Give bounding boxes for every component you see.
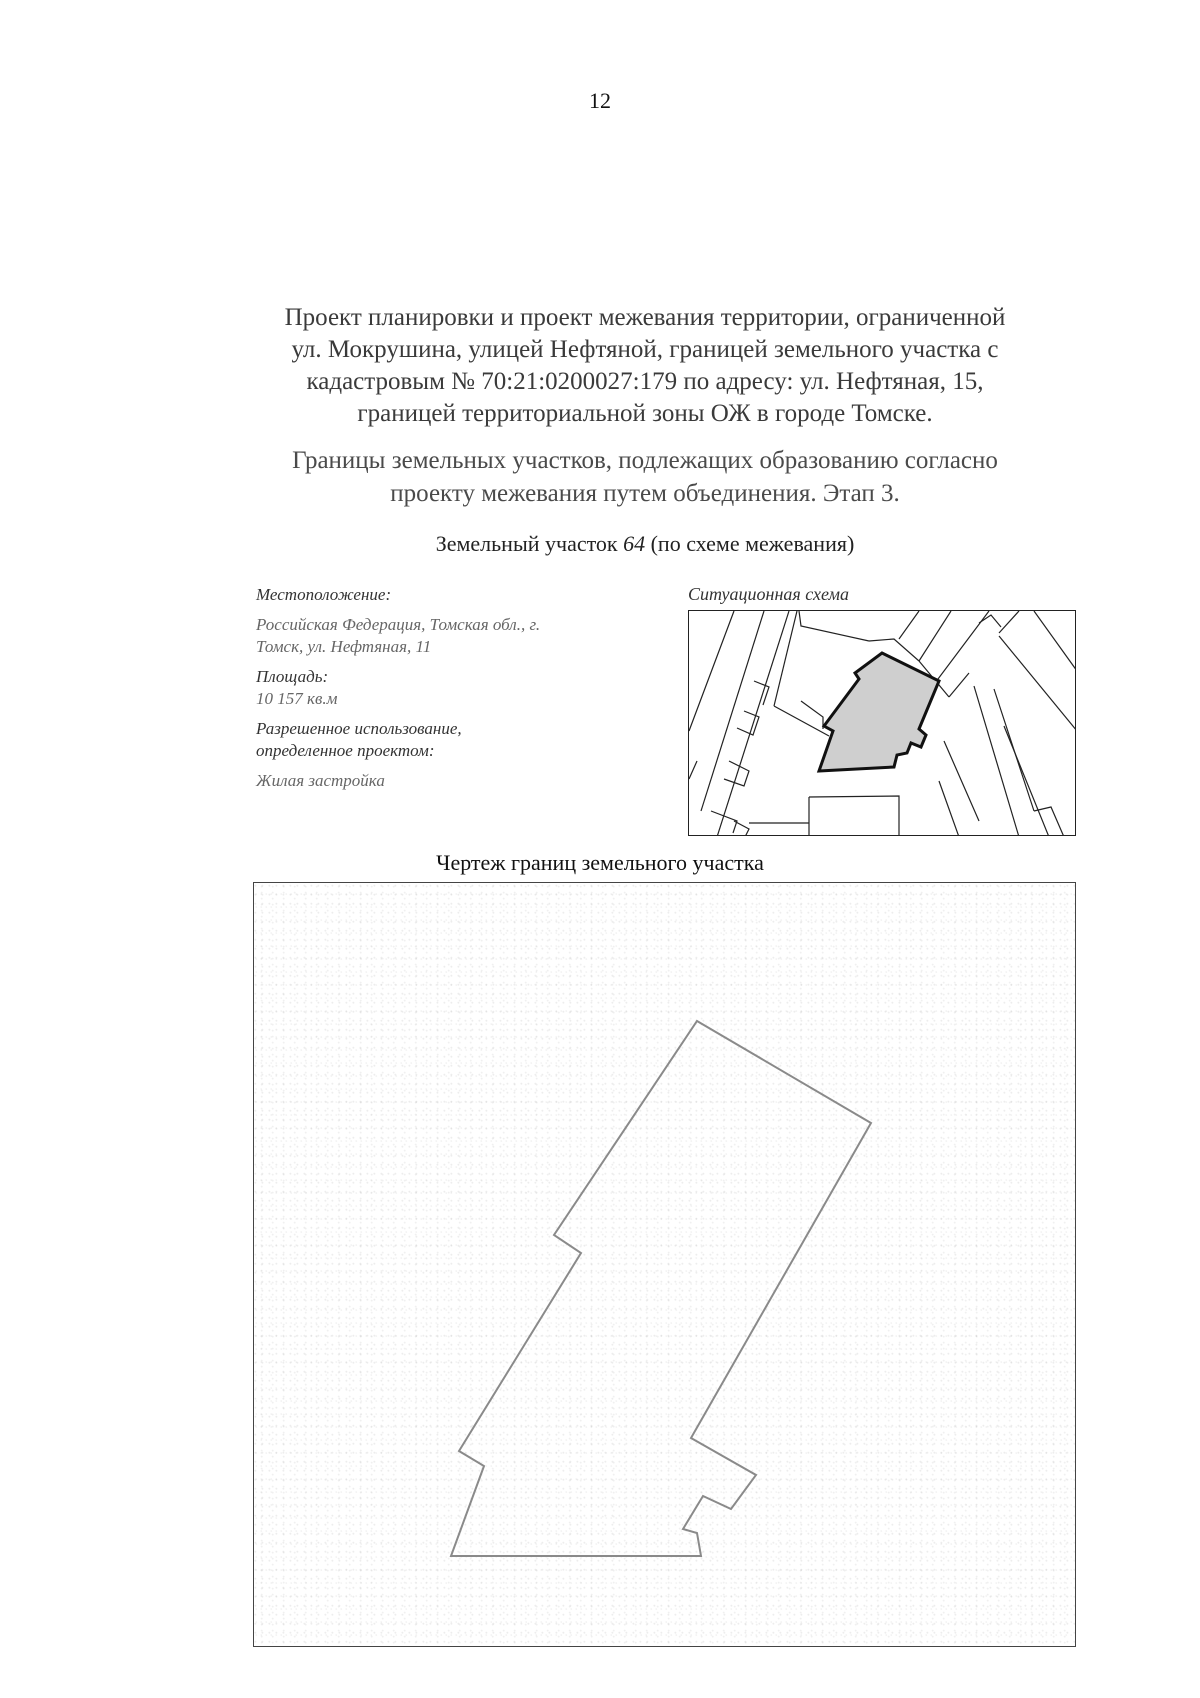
plot-heading [250, 531, 1040, 557]
map-line [799, 611, 869, 641]
map-line [1004, 726, 1049, 836]
parcel-outline [451, 1021, 871, 1556]
area-value: 10 157 кв.м [256, 689, 338, 708]
map-line [809, 796, 899, 836]
subtitle-line: проекту межевания путем объединения. Этап 3. [390, 480, 900, 507]
map-line [754, 681, 769, 705]
map-line [701, 611, 764, 811]
document-subtitle [250, 444, 1040, 510]
map-line [899, 611, 919, 639]
page-number: 12 [589, 88, 611, 113]
parcel-drawing-svg [254, 883, 1076, 1647]
area-label: Площадь: [256, 667, 329, 686]
map-line [774, 706, 829, 736]
map-line [689, 761, 697, 779]
drawing-title: Чертеж границ земельного участка [436, 850, 764, 875]
subtitle-line: Границы земельных участков, подлежащих образованию согласно [292, 447, 998, 474]
plot-info [256, 584, 616, 792]
usage-value: Жилая застройка [256, 771, 385, 790]
usage-label: Разрешенное использование, [256, 719, 462, 738]
highlighted-parcel [819, 653, 939, 771]
plot-number: 64 [623, 531, 646, 556]
map-line [689, 611, 734, 731]
location-value: Российская Федерация, Томская обл., г. [256, 615, 541, 634]
map-line [774, 611, 797, 706]
map-line [949, 673, 969, 697]
map-line [919, 611, 951, 661]
map-line [939, 781, 959, 836]
map-line [1034, 611, 1076, 671]
situation-map [688, 610, 1076, 836]
map-line [979, 615, 1001, 627]
plot-heading-prefix: Земельный участок [435, 531, 624, 556]
title-line: кадастровым № 70:21:0200027:179 по адресу: ул. Нефтяная, 15, [306, 368, 984, 395]
map-line [801, 701, 823, 729]
plot-heading-suffix: (по схеме межевания) [645, 531, 855, 556]
situation-map-caption: Ситуационная схема [688, 584, 850, 604]
document-title [250, 302, 1040, 430]
location-value: Томск, ул. Нефтяная, 11 [256, 637, 432, 656]
parcel-drawing [253, 882, 1076, 1647]
title-line: границей территориальной зоны ОЖ в городе Томске. [357, 400, 933, 427]
map-line [999, 611, 1019, 633]
location-label: Местоположение: [256, 585, 392, 604]
map-line [974, 686, 1019, 836]
title-line: Проект планировки и проект межевания территории, ограниченной [284, 304, 1006, 331]
map-line [999, 636, 1076, 731]
situation-map-drawing [689, 611, 1076, 836]
title-line: ул. Мокрушина, улицей Нефтяной, границей земельного участка с [291, 336, 999, 363]
map-line [724, 761, 749, 786]
usage-label: определенное проектом: [256, 741, 435, 760]
